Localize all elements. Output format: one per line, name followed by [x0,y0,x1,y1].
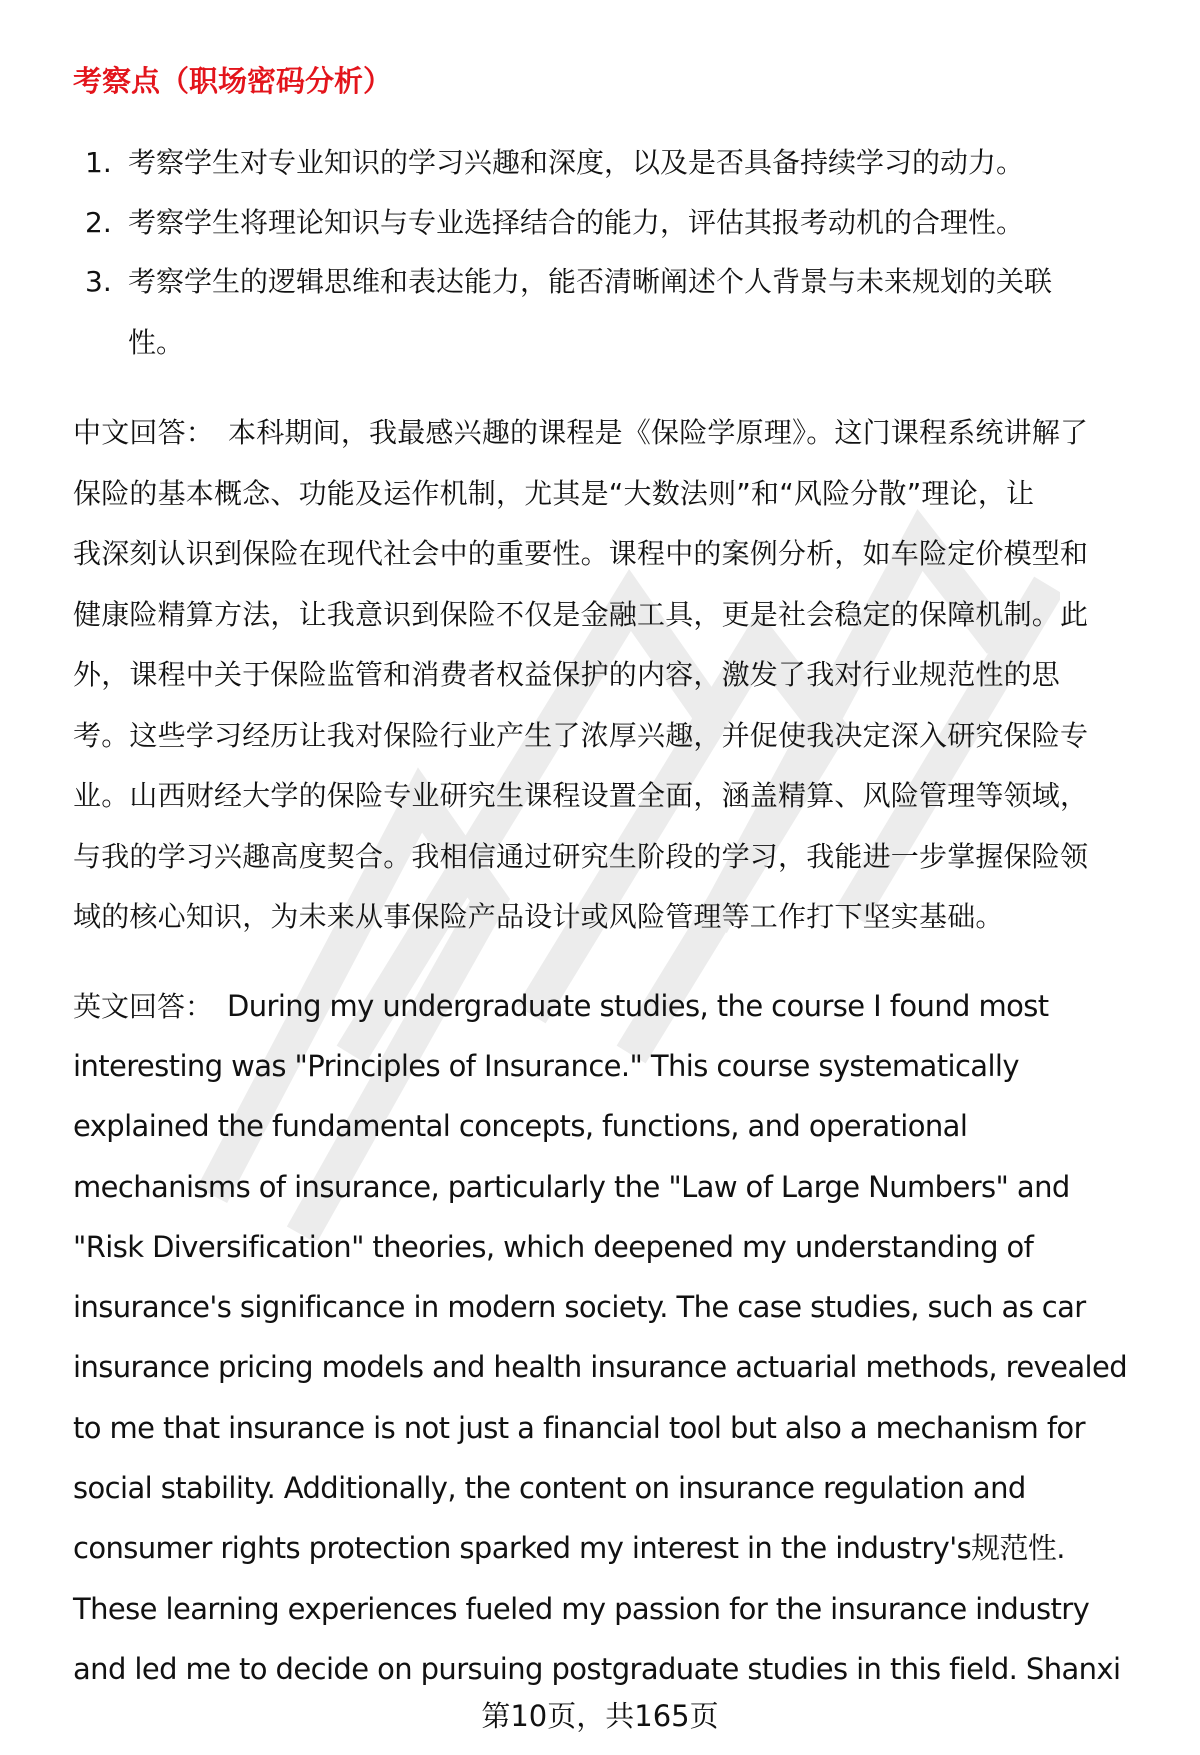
paragraph-line: 我深刻认识到保险在现代社会中的重要性。课程中的案例分析，如车险定价模型和 [73,537,1089,570]
paragraph-line: consumer rights protection sparked my interest in the industry's规范性. [73,1531,1065,1565]
list-number: 3. [85,265,112,298]
paragraph-line: 健康险精算方法，让我意识到保险不仅是金融工具，更是社会稳定的保障机制。此 [73,598,1089,631]
paragraph-line: "Risk Diversification" theories, which deepened my understanding of [73,1230,1034,1264]
paragraph-line: mechanisms of insurance, particularly the "Law of Large Numbers" and [73,1170,1070,1204]
chinese-answer-label: 中文回答： [73,416,215,449]
list-item [0,262,1200,322]
paragraph-line: 业。山西财经大学的保险专业研究生课程设置全面，涵盖精算、风险管理等领域， [73,779,1089,812]
list-text: 考察学生对专业知识的学习兴趣和深度，以及是否具备持续学习的动力。 [128,146,1025,179]
list-text: 性。 [128,326,185,359]
paragraph-line: and led me to decide on pursuing postgraduate studies in this field. Shanxi [73,1652,1121,1686]
list-item [0,143,1200,203]
paragraph-line: These learning experiences fueled my passion for the insurance industry [73,1592,1090,1626]
section-title: 考察点（职场密码分析） [73,64,393,98]
paragraph-line: interesting was "Principles of Insurance." This course systematically [73,1049,1019,1083]
paragraph-line: insurance pricing models and health insurance actuarial methods, revealed [73,1350,1128,1384]
english-answer-label: 英文回答： [73,990,214,1023]
paragraph-line: 保险的基本概念、功能及运作机制，尤其是“大数法则”和“风险分散”理论，让 [73,477,1035,510]
paragraph-line: explained the fundamental concepts, functions, and operational [73,1109,968,1143]
paragraph-line: insurance's significance in modern society. The case studies, such as car [73,1290,1086,1324]
list-number: 2. [85,206,112,239]
list-text: 考察学生将理论知识与专业选择结合的能力，评估其报考动机的合理性。 [128,206,1025,239]
list-number: 1. [85,146,112,179]
list-text: 考察学生的逻辑思维和表达能力，能否清晰阐述个人背景与未来规划的关联 [128,265,1053,298]
paragraph-line: 域的核心知识，为未来从事保险产品设计或风险管理等工作打下坚实基础。 [73,900,1004,933]
page-indicator: 第10页，共165页 [481,1699,719,1733]
paragraph-line: 英文回答： During my undergraduate studies, the course I found most [73,989,1049,1023]
paragraph-line: 考。这些学习经历让我对保险行业产生了浓厚兴趣，并促使我决定深入研究保险专 [73,719,1089,752]
list-item-continuation [0,323,1200,383]
paragraph-line: 中文回答： 本科期间，我最感兴趣的课程是《保险学原理》。这门课程系统讲解了 [73,416,1089,449]
paragraph-line: social stability. Additionally, the content on insurance regulation and [73,1471,1026,1505]
paragraph-line: 与我的学习兴趣高度契合。我相信通过研究生阶段的学习，我能进一步掌握保险领 [73,840,1089,873]
list-item [0,203,1200,263]
paragraph-line: 外，课程中关于保险监管和消费者权益保护的内容，激发了我对行业规范性的思 [73,658,1061,691]
paragraph-line: to me that insurance is not just a financial tool but also a mechanism for [73,1411,1085,1445]
